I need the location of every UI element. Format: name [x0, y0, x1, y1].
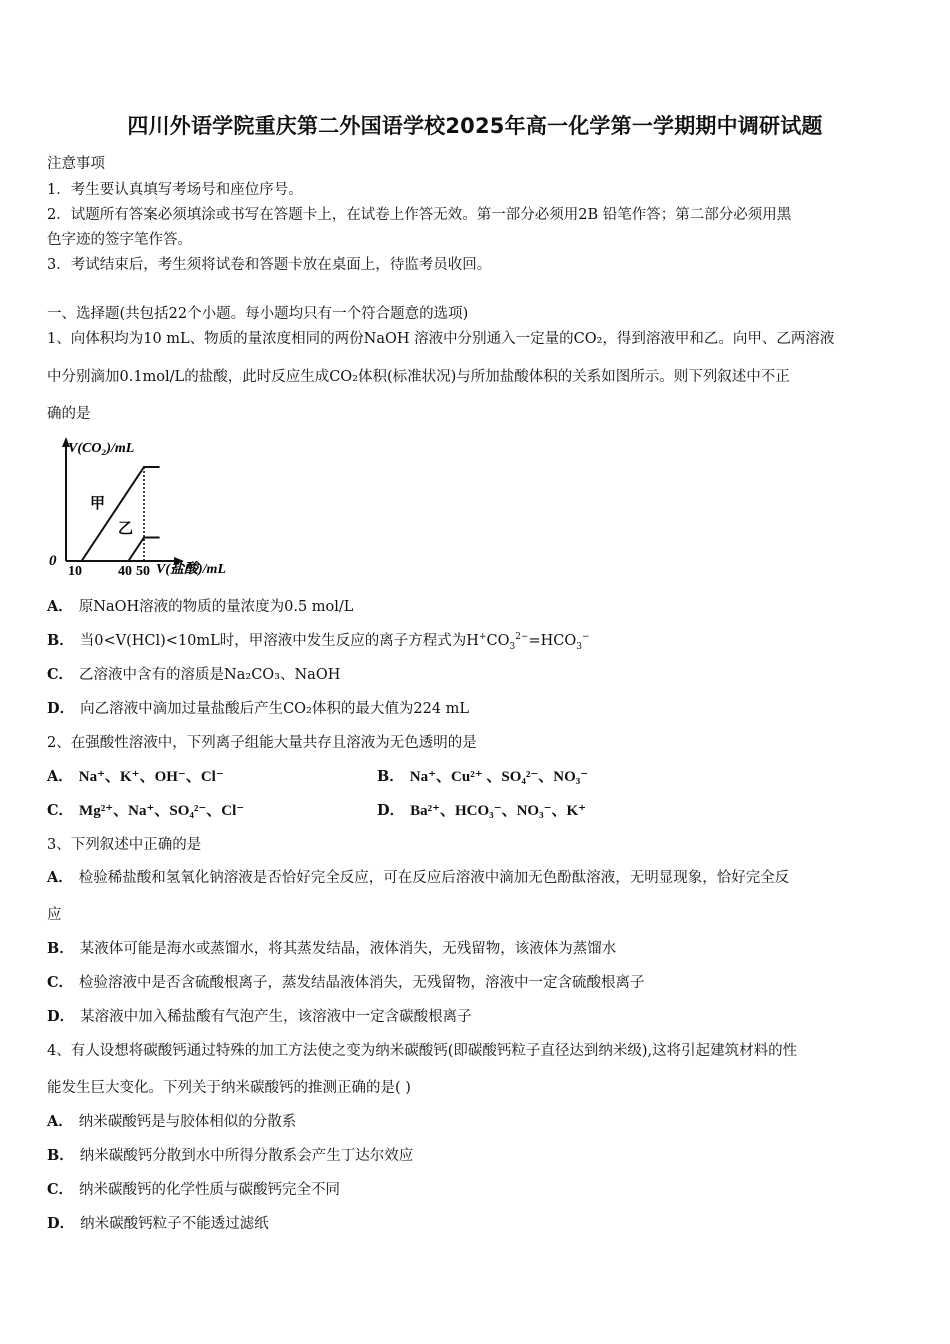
q3-option-a[interactable] — [47, 866, 789, 887]
q4-stem-line-2: 能发生巨大变化。下列关于纳米碳酸钙的推测正确的是( ) — [47, 1080, 411, 1096]
superscript: − — [582, 632, 590, 643]
option-label: D． — [47, 1215, 75, 1232]
x-tick-label: 50 — [136, 564, 150, 578]
option-text: 检验溶液中是否含硫酸根离子，蒸发结晶液体消失，无残留物，溶液中一定含硫酸根离子 — [79, 975, 645, 991]
option-label: A． — [47, 768, 73, 785]
q4-option-d[interactable] — [47, 1212, 269, 1233]
option-text: 乙溶液中含有的溶质是Na₂CO₃、NaOH — [79, 667, 341, 683]
option-text: 向乙溶液中滴加过量盐酸后产生CO₂体积的最大值为224 mL — [80, 701, 470, 717]
option-text: 纳米碳酸钙的化学性质与碳酸钙完全不同 — [79, 1182, 341, 1198]
series-label-yi: 乙 — [118, 519, 134, 537]
q3-option-d[interactable] — [47, 1005, 472, 1026]
superscript: 2− — [515, 632, 529, 643]
q1-stem-line-2: 中分别滴加0.1mol/L的盐酸，此时反应生成CO₂体积(标准状况)与所加盐酸体积的关系如图所示。则下列叙述中不正 — [47, 369, 790, 385]
x-tick-label: 10 — [68, 564, 82, 578]
q2-stem: 2、在强酸性溶液中，下列离子组能大量共存且溶液为无色透明的是 — [47, 735, 477, 751]
formula-text: CO — [486, 633, 510, 649]
q2-option-a[interactable] — [47, 765, 224, 786]
subscript: 3 — [509, 641, 516, 652]
q1-option-d[interactable] — [47, 697, 469, 718]
option-label: D． — [47, 1008, 75, 1025]
q1-option-c[interactable] — [47, 663, 340, 684]
option-label: B． — [47, 1147, 74, 1164]
origin-label: 0 — [49, 553, 57, 569]
superscript: + — [478, 632, 487, 643]
q4-option-c[interactable] — [47, 1178, 340, 1199]
subscript: 3 — [576, 641, 582, 652]
q1-option-b[interactable] — [47, 629, 590, 650]
option-label: C． — [47, 1181, 74, 1198]
page-title: 四川外语学院重庆第二外国语学校2025年高一化学第一学期期中调研试题 — [127, 114, 823, 138]
notice-item-3: 3．考试结束后，考生须将试卷和答题卡放在桌面上，待监考员收回。 — [47, 257, 492, 273]
option-text: 检验稀盐酸和氢氧化钠溶液是否恰好完全反应，可在反应后溶液中滴加无色酚酞溶液，无明显现象，恰好完全反 — [78, 870, 790, 886]
q1-stem-line-1: 1、向体积均为10 mL、物质的量浓度相同的两份NaOH 溶液中分别通入一定量的CO₂，得到溶液甲和乙。向甲、乙两溶液 — [47, 331, 835, 347]
q2-option-d[interactable] — [377, 799, 586, 820]
y-axis-label: V(CO₂)/mL — [68, 441, 135, 456]
notice-item-1: 1．考生要认真填写考场号和座位序号。 — [47, 182, 303, 198]
q4-option-a[interactable] — [47, 1110, 296, 1131]
option-text: Ba²⁺、HCO₃⁻、NO₃⁻、K⁺ — [410, 803, 587, 819]
series-line-jia — [82, 467, 160, 561]
option-text: 纳米碳酸钙是与胶体相似的分散系 — [78, 1114, 297, 1130]
option-label: B． — [377, 768, 404, 785]
notice-item-2-cont: 色字迹的签字笔作答。 — [47, 232, 192, 248]
option-text: Na⁺、Cu²⁺ 、SO₄²⁻、NO₃⁻ — [409, 769, 589, 785]
co2-volume-chart — [46, 433, 261, 578]
q1-stem-line-3: 确的是 — [47, 406, 91, 422]
q3-option-c[interactable] — [47, 971, 645, 992]
q2-option-b[interactable] — [377, 765, 588, 786]
notice-item-2: 2．试题所有答案必须填涂或书写在答题卡上，在试卷上作答无效。第一部分必须用2B 铅笔作答；第二部分必须用黑 — [47, 207, 792, 223]
option-label: A． — [47, 1113, 73, 1130]
series-line-yi — [128, 538, 159, 562]
option-text: 纳米碳酸钙分散到水中所得分散系会产生丁达尔效应 — [79, 1148, 414, 1164]
option-text: 原NaOH溶液的物质的量浓度为0.5 mol/L — [78, 599, 354, 615]
q3-option-b[interactable] — [47, 937, 616, 958]
formula-text: =HCO — [528, 633, 577, 649]
q4-stem-line-1: 4、有人设想将碳酸钙通过特殊的加工方法使之变为纳米碳酸钙(即碳酸钙粒子直径达到纳米级),这将引起建筑材料的性 — [47, 1043, 798, 1059]
x-axis-label: V(盐酸)/mL — [156, 562, 226, 577]
notice-heading: 注意事项 — [47, 156, 105, 172]
q3-stem: 3、下列叙述中正确的是 — [47, 837, 202, 853]
section-heading: 一、选择题(共包括22个小题。每小题均只有一个符合题意的选项) — [47, 306, 469, 322]
option-label: B． — [47, 632, 74, 649]
option-text: 纳米碳酸钙粒子不能透过滤纸 — [80, 1216, 269, 1232]
q2-option-c[interactable] — [47, 799, 244, 820]
option-label: A． — [47, 598, 73, 615]
option-label: D． — [377, 802, 405, 819]
option-label: C． — [47, 802, 74, 819]
option-text: Mg²⁺、Na⁺、SO₄²⁻、Cl⁻ — [79, 803, 245, 819]
q1-option-a[interactable] — [47, 595, 353, 616]
x-tick-label: 40 — [118, 564, 132, 578]
option-label: B． — [47, 940, 74, 957]
option-label: C． — [47, 974, 74, 991]
option-label: D． — [47, 700, 75, 717]
option-text: 某溶液中加入稀盐酸有气泡产生，该溶液中一定含碳酸根离子 — [80, 1009, 472, 1025]
series-label-jia: 甲 — [90, 494, 106, 512]
option-text: Na⁺、K⁺、OH⁻、Cl⁻ — [78, 769, 224, 785]
option-text: 某液体可能是海水或蒸馏水，将其蒸发结晶，液体消失，无残留物，该液体为蒸馏水 — [79, 941, 617, 957]
option-text: 当0<V(HCl)<10mL时，甲溶液中发生反应的离子方程式为H — [79, 633, 479, 649]
option-label: A． — [47, 869, 73, 886]
q3-option-a-cont: 应 — [47, 907, 62, 923]
q4-option-b[interactable] — [47, 1144, 413, 1165]
option-label: C． — [47, 666, 74, 683]
